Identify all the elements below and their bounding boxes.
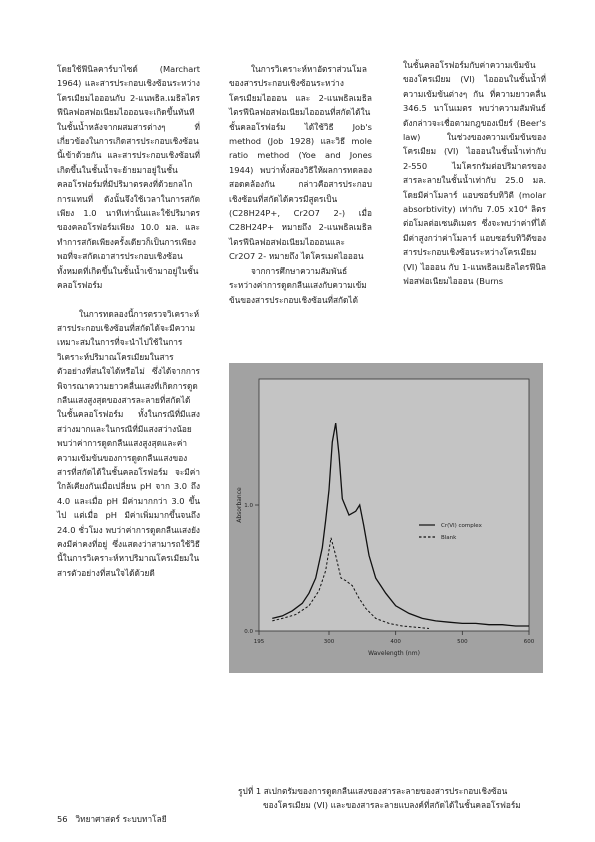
absorbance-spectrum-chart	[229, 363, 543, 673]
y-tick-label: 0.0	[244, 629, 253, 635]
legend-label: Cr(VI) complex	[441, 523, 482, 529]
paragraph: โดยใช้ฟีนิลคาร์บาไซด์ (Marchart 1964) และสารประกอบเชิงซ้อนระหว่างโครเมียมไอออนกับ 2-แนพธิล.เมธิลไตรฟีนิลฟอสฟอเนียมไอออนจะเกิดขึ้นทันทีในชั้นน้ำหลังจากผสมสารต่างๆ ที่เกี่ยวข้องในการเกิดสารประกอบเชิงซ้อนนี้เข้าด้วยกัน และสารประกอบเชิงซ้อนที่เกิดขึ้นในชั้นน้ำจะย้ายมาอยู่ในชั้นคลอโรฟอร์มที่มีปริมาตรคงที่ด้วยกลไกการแทนที่ ดังนั้นจึงใช้เวลาในการสกัดเพียง 1.0 นาทีเท่านั้นและใช้ปริมาตรของคลอโรฟอร์มเพียง 10.0 มล. และทำการสกัดเพียงครั้งเดียวก็เป็นการเพียงพอที่จะสกัดเอาสารประกอบเชิงซ้อนทั้งหมดที่เกิดขึ้นในชั้นน้ำเข้ามาอยู่ในชั้นคลอโรฟอร์ม	[57, 64, 200, 291]
text-column-middle	[229, 62, 372, 307]
y-tick-label: 1.0	[244, 503, 253, 509]
journal-name: วิทยาศาสตร์ ระบบทาโลยี	[75, 814, 167, 824]
caption-prefix: รูปที่ 1	[238, 786, 262, 796]
plot-area	[259, 379, 529, 631]
x-tick-label: 300	[323, 639, 335, 645]
figure-spectrum	[229, 363, 543, 673]
x-tick-label: 195	[253, 639, 265, 645]
legend-label: Blank	[441, 535, 457, 541]
paragraph: ในการวิเคราะห์หาอัตราส่วนโมลของสารประกอบเชิงซ้อนระหว่างโครเมียมไอออน และ 2-แนพธิลเมธิลไตรฟีนิลฟอสฟอเนียมไอออนที่สกัดได้ในชั้นคลอโรฟอร์ม ได้ใช้วิธี Job's method (Job 1928) และวิธี mole ratio method (Yoe and Jones 1944) พบว่าทั้งสองวิธีให้ผลการทดลองสอดคล้องกัน กล่าวคือสารประกอบเชิงซ้อนที่สกัดได้ควรมีสูตรเป็น (C28H24P+, Cr2O7 2-) เมื่อ C28H24P+ หมายถึง 2-แนพธิลเมธิลไตรฟีนิลฟอสฟอเนียมไอออนและ Cr2O7 2- หมายถึง ไดโครเมตไอออน	[229, 64, 372, 262]
caption-line2: ของโครเมียม (VI) และของสารละลายแบลงค์ที่สกัดได้ในชั้นคลอโรฟอร์ม	[263, 800, 521, 810]
figure-caption	[238, 784, 550, 812]
page-number: 56	[57, 814, 68, 824]
axes	[236, 379, 535, 657]
x-tick-label: 400	[390, 639, 401, 645]
x-tick-label: 500	[457, 639, 468, 645]
paragraph: ในการทดลองนี้การตรวจวิเคราะห์สารประกอบเชิงซ้อนที่สกัดได้จะมีความเหมาะสมในการที่จะนำไปใช้ในการวิเคราะห์ปริมาณโครเมียมในสารตัวอย่างที่สนใจได้หรือไม่ ซึ่งได้จากการพิจารณาความยาวคลื่นแสงที่เกิดการดูดกลืนแสงสูงสุดของสารละลายที่สกัดได้ในชั้นคลอโรฟอร์ม ทั้งในกรณีที่มีแสงสว่างมากและในกรณีที่มีแสงสว่างน้อย พบว่าค่าการดูดกลืนแสงสูงสุดและค่าความเข้มข้นของการดูดกลืนแสงของสารที่สกัดได้ในชั้นคลอโรฟอร์ม จะมีค่าใกล้เคียงกันเมื่อเปลี่ยน pH จาก 3.0 ถึง 4.0 และเมื่อ pH มีค่ามากกว่า 3.0 ขึ้นไป แต่เมื่อ pH มีค่าเพิ่มมากขึ้นจนถึง 24.0 ชั่วโมง พบว่าค่าการดูดกลืนแสงยังคงมีค่าคงที่อยู่ ซึ่งแสดงว่าสามารถใช้วิธีนี้ในการวิเคราะห์หาปริมาณโครเมียมในสารตัวอย่างที่สนใจได้ด้วยดี	[57, 308, 200, 578]
page-footer	[57, 812, 167, 826]
paragraph: ในชั้นคลอโรฟอร์มกับค่าความเข้มข้นของโครเมียม (VI) ไอออนในชั้นน้ำที่ความเข้มข้นต่างๆ กัน ที่ความยาวคลื่น 346.5 นาโนเมตร พบว่าความสัมพันธ์ดังกล่าวจะเชื่อตามกฎของเบียร์ (Beer's law) ในช่วงของความเข้มข้นของโครเมียม (VI) ไอออนในชั้นน้ำเท่ากับ 2-550 ไมโครกรัมต่อปริมาตรของสารละลายในชั้นน้ำเท่ากับ 25.0 มล. โดยมีค่าโมลาร์ แอบซอร์บทิวิตี (molar absorbtivity) เท่ากับ 7.05 x10⁴ ลิตรต่อโมลต่อเซนติเมตร ซึ่งจะพบว่าค่าที่ได้มีค่าสูงกว่าค่าโมลาร์ แอบซอร์บทิวิตีของสารประกอบเชิงซ้อนระหว่างโครเมียม (VI) ไอออน กับ 1-แนพธิลเมธิลไตรฟีนิลฟอสฟอเนียมไอออน (Burns	[403, 60, 546, 287]
text-column-right	[403, 58, 546, 289]
text-column-left	[57, 62, 200, 580]
caption-line1: สเปกตรัมของการดูดกลืนแสงของสารละลายของสารประกอบเชิงซ้อน	[263, 786, 508, 796]
x-axis-label: Wavelength (nm)	[368, 650, 420, 657]
x-tick-label: 600	[523, 639, 535, 645]
y-axis-label: Absorbance	[236, 487, 243, 523]
paragraph: จากการศึกษาความสัมพันธ์ระหว่างค่าการดูดกลืนแสงกับความเข้มข้นของสารประกอบเชิงซ้อนที่สกัดได้	[229, 265, 367, 305]
